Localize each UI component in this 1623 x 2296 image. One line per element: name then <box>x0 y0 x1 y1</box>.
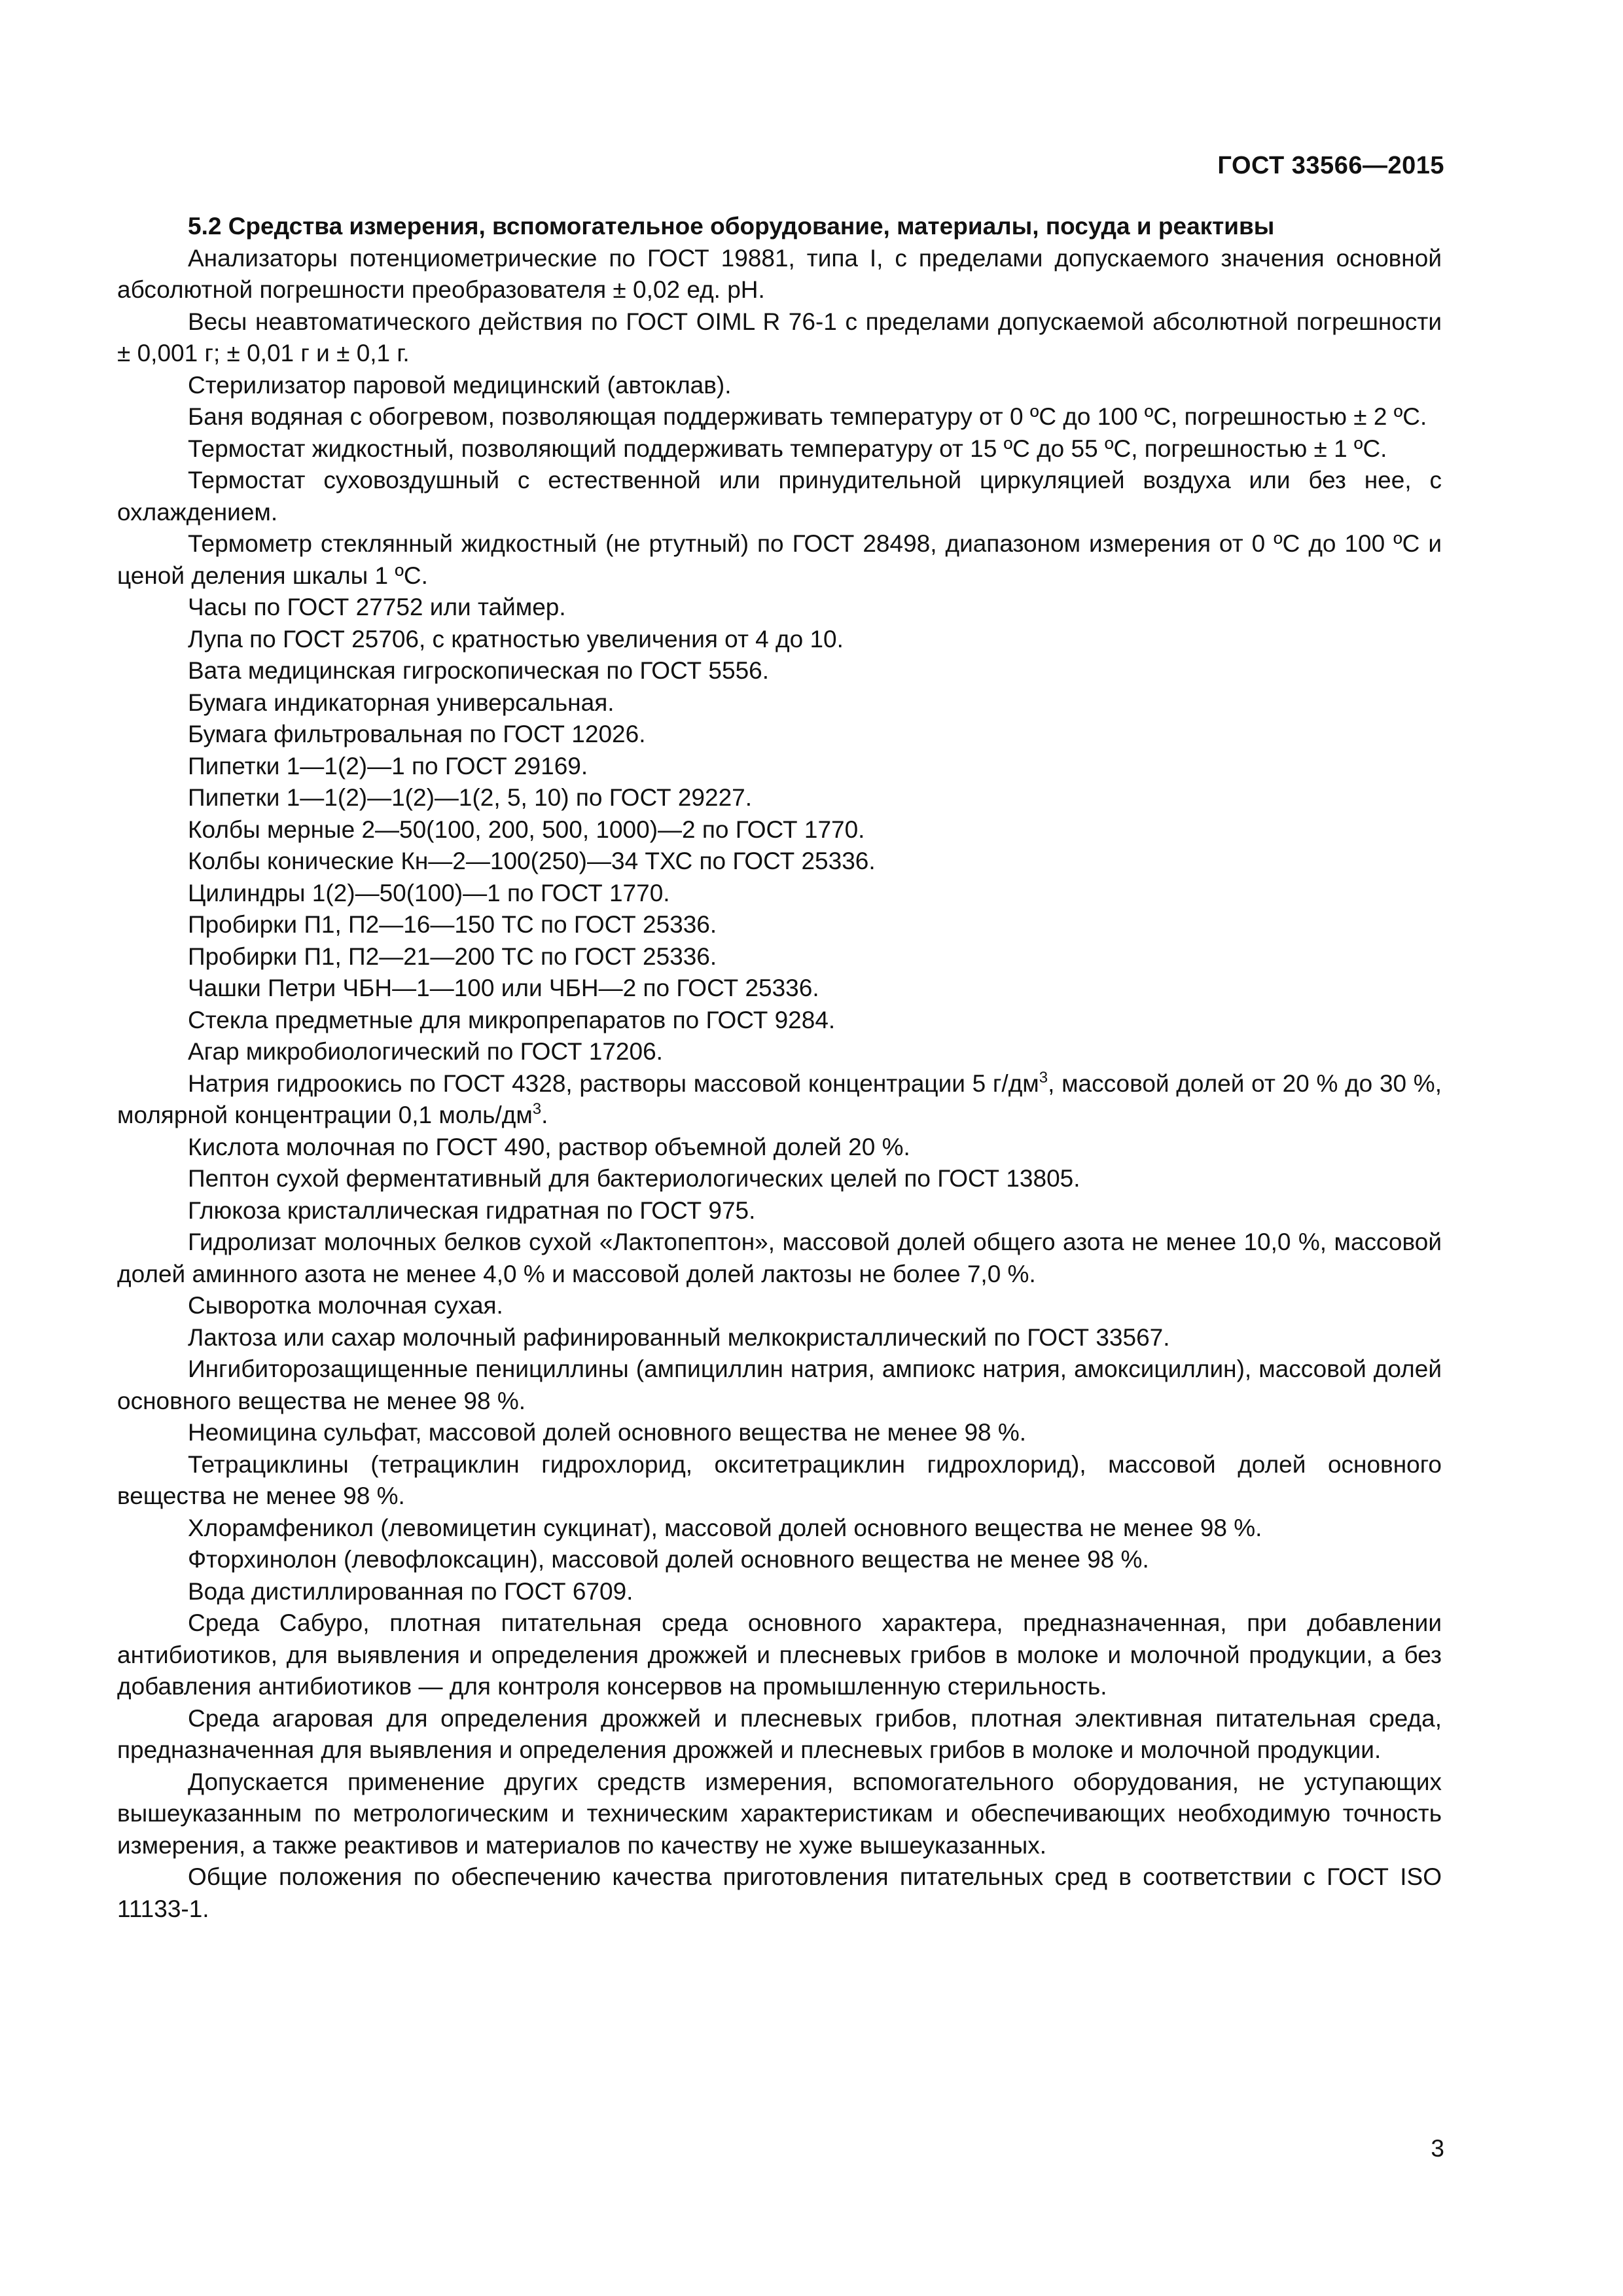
superscript-3: 3 <box>532 1100 542 1118</box>
paragraph: Вата медицинская гигроскопическая по ГОСТ 5556. <box>188 657 770 684</box>
paragraph: Чашки Петри ЧБН—1—100 или ЧБН—2 по ГОСТ 25336. <box>188 975 819 1001</box>
paragraph: Допускается применение других средств измерения, вспомогательного оборудования, не уступающих вышеуказанным по метрологическим и техническим характеристикам и обеспечивающих необходимую точность измерения, а также реактивов и материалов по качеству не хуже вышеуказанных. <box>117 1768 1442 1859</box>
paragraph: Анализаторы потенциометрические по ГОСТ 19881, типа I, с пределами допускаемого значения основной абсолютной погрешности преобразователя ± 0,02 ед. pH. <box>117 244 1442 303</box>
paragraph: Весы неавтоматического действия по ГОСТ OIML R 76-1 с пределами допускаемой абсолютной погрешности ± 0,001 г; ± 0,01 г и ± 0,1 г. <box>117 308 1442 367</box>
paragraph: Агар микробиологический по ГОСТ 17206. <box>188 1038 663 1065</box>
paragraph: Среда Сабуро, плотная питательная среда основного характера, предназначенная, при добавлении антибиотиков, для выявления и определения дрожжей и плесневых грибов в молоке и молочной продукции, а без добавления антибиотиков — для контроля консервов на промышленную стерильность. <box>117 1609 1442 1700</box>
paragraph: Пипетки 1—1(2)—1 по ГОСТ 29169. <box>188 752 588 780</box>
document-body <box>117 211 1442 1925</box>
naoh-text-3: . <box>541 1102 548 1128</box>
paragraph: Термометр стеклянный жидкостный (не ртутный) по ГОСТ 28498, диапазоном измерения от 0 ºС до 100 ºС и ценой деления шкалы 1 ºС. <box>117 530 1442 589</box>
paragraph: Фторхинолон (левофлоксацин), массовой долей основного вещества не менее 98 %. <box>188 1546 1149 1573</box>
paragraph: Хлорамфеникол (левомицетин сукцинат), массовой долей основного вещества не менее 98 %. <box>188 1514 1262 1541</box>
paragraph: Неомицина сульфат, массовой долей основного вещества не менее 98 %. <box>188 1419 1027 1446</box>
paragraph: Лупа по ГОСТ 25706, с кратностью увеличения от 4 до 10. <box>188 625 844 653</box>
paragraph: Стерилизатор паровой медицинский (автоклав). <box>188 371 732 399</box>
paragraph: Гидролизат молочных белков сухой «Лактопептон», массовой долей общего азота не менее 10,0 %, массовой долей аминного азота не менее 4,0 % и массовой долей лактозы не более 7,0 %. <box>117 1229 1442 1287</box>
paragraph-naoh <box>117 1068 1442 1132</box>
naoh-text-1: Натрия гидроокись по ГОСТ 4328, растворы массовой концентрации 5 г/дм <box>188 1069 1039 1097</box>
paragraph: Ингибиторозащищенные пенициллины (ампициллин натрия, ампиокс натрия, амоксициллин), массовой долей основного вещества не менее 98 %. <box>117 1355 1442 1414</box>
paragraph: Стекла предметные для микропрепаратов по ГОСТ 9284. <box>188 1006 836 1033</box>
paragraph: Сыворотка молочная сухая. <box>188 1292 503 1319</box>
paragraph: Общие положения по обеспечению качества приготовления питательных сред в соответствии с ГОСТ ISO 11133-1. <box>117 1863 1442 1922</box>
paragraph: Колбы мерные 2—50(100, 200, 500, 1000)—2 по ГОСТ 1770. <box>188 816 865 843</box>
paragraph: Тетрациклины (тетрациклин гидрохлорид, окситетрациклин гидрохлорид), массовой долей основного вещества не менее 98 %. <box>117 1450 1442 1509</box>
paragraph: Бумага индикаторная универсальная. <box>188 689 615 716</box>
paragraph: Часы по ГОСТ 27752 или таймер. <box>188 594 566 620</box>
paragraph: Кислота молочная по ГОСТ 490, раствор объемной долей 20 %. <box>188 1133 910 1160</box>
paragraph: Колбы конические Кн—2—100(250)—34 ТХС по ГОСТ 25336. <box>188 848 876 874</box>
paragraph: Пептон сухой ферментативный для бактериологических целей по ГОСТ 13805. <box>188 1165 1080 1192</box>
paragraph: Пробирки П1, П2—21—200 ТС по ГОСТ 25336. <box>188 942 717 970</box>
paragraph: Бумага фильтровальная по ГОСТ 12026. <box>188 721 646 747</box>
section-heading: 5.2 Средства измерения, вспомогательное оборудование, материалы, посуда и реактивы <box>188 213 1275 240</box>
paragraph: Термостат жидкостный, позволяющий поддерживать температуру от 15 ºС до 55 ºС, погрешностью ± 1 ºС. <box>188 435 1387 462</box>
paragraph: Вода дистиллированная по ГОСТ 6709. <box>188 1577 633 1605</box>
paragraph-list <box>117 243 1442 1068</box>
paragraph: Цилиндры 1(2)—50(100)—1 по ГОСТ 1770. <box>188 879 670 906</box>
page-number: 3 <box>1431 2135 1444 2162</box>
paragraph: Пробирки П1, П2—16—150 ТС по ГОСТ 25336. <box>188 911 717 938</box>
paragraph: Глюкоза кристаллическая гидратная по ГОСТ 975. <box>188 1196 756 1224</box>
paragraph: Среда агаровая для определения дрожжей и плесневых грибов, плотная элективная питательная среда, предназначенная для выявления и определения дрожжей и плесневых грибов в молоке и молочной продукции. <box>117 1704 1442 1763</box>
paragraph: Термостат суховоздушный с естественной или принудительной циркуляцией воздуха или без нее, с охлаждением. <box>117 467 1442 526</box>
naoh-text-2: , массовой долей от 20 % до 30 %, молярной концентрации 0,1 моль/дм <box>117 1069 1442 1128</box>
document-header: ГОСТ 33566—2015 <box>1217 152 1444 179</box>
paragraph: Баня водяная с обогревом, позволяющая поддерживать температуру от 0 ºС до 100 ºС, погрешностью ± 2 ºС. <box>188 403 1427 430</box>
paragraph: Лактоза или сахар молочный рафинированный мелкокристаллический по ГОСТ 33567. <box>188 1323 1170 1351</box>
paragraph-list <box>117 1132 1442 1926</box>
superscript-3: 3 <box>1039 1068 1048 1086</box>
paragraph: Пипетки 1—1(2)—1(2)—1(2, 5, 10) по ГОСТ 29227. <box>188 784 753 811</box>
